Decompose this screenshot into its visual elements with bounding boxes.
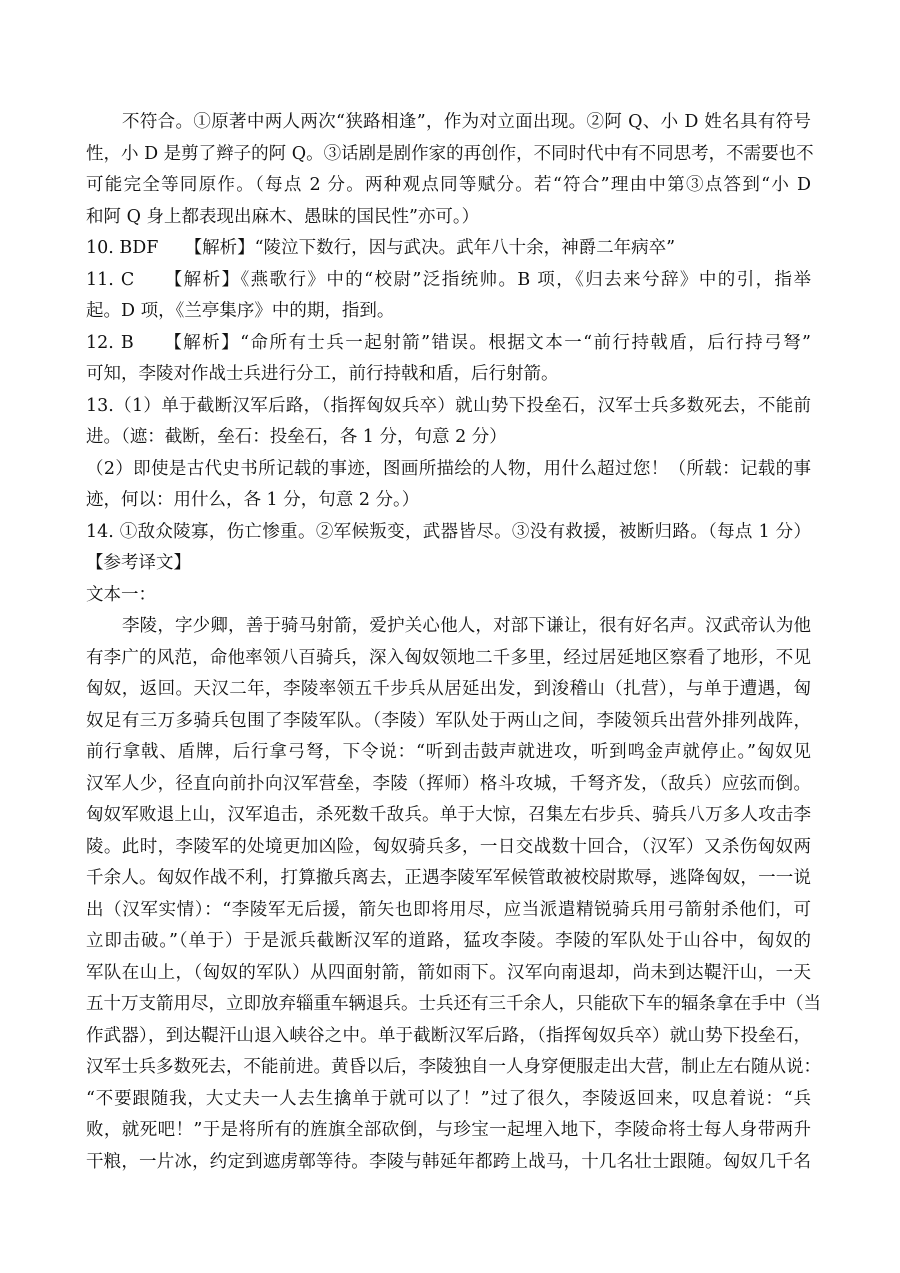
text-line: 汉军人少，径直向前扑向汉军营垒，李陵（挥师）格斗攻城，千弩齐发，（敌兵）应弦而倒。	[86, 773, 811, 794]
text-line: 前行拿戟、盾牌，后行拿弓弩，下令说：“听到击鼓声就进攻，听到鸣金声就停止。”匈奴见	[86, 742, 811, 762]
text-line: 可知，李陵对作战士兵进行分工，前行持戟和盾，后行射箭。	[86, 364, 559, 384]
text-line: 奴足有三万多骑兵包围了李陵军队。（李陵）军队处于两山之间，李陵领兵出营外排列战阵，	[86, 710, 811, 731]
text-line: 作武器），到达鞮汗山退入峡谷之中。单于截断汉军后路，（指挥匈奴兵卒）就山势下投垒石，	[86, 1025, 811, 1046]
text-line: 11. C 【解析】《燕歌行》中的“校尉”泛指统帅。B 项，《归去来兮辞》中的引，指举	[86, 269, 811, 290]
text-line: 千余人。匈奴作战不利，打算撤兵离去，正遇李陵军军候管敢被校尉欺辱，逃降匈奴，一一说	[86, 868, 811, 888]
text-line: 李陵，字少卿，善于骑马射箭，爱护关心他人，对部下谦让，很有好名声。汉武帝认为他	[122, 616, 811, 636]
text-line: 12. B 【解析】“命所有士兵一起射箭”错误。根据文本一“前行持戟盾，后行持弓弩”	[86, 332, 811, 353]
text-line: 出（汉军实情）：“李陵军无后援，箭矢也即将用尽，应当派遣精锐骑兵用弓箭射杀他们，可	[86, 899, 811, 920]
document-page	[86, 107, 821, 1178]
text-line: 军队在山上，（匈奴的军队）从四面射箭，箭如雨下。汉军向南退却，尚未到达鞮汗山，一天	[86, 962, 811, 983]
text-line: 立即击破。”（单于）于是派兵截断汉军的道路，猛攻李陵。李陵的军队处于山谷中，匈奴的	[86, 931, 811, 951]
text-line: 干粮，一片冰，约定到遮虏鄣等待。李陵与韩延年都跨上战马，十几名壮士跟随。匈奴几千名	[86, 1151, 811, 1172]
text-line: 败，就死吧！”于是将所有的旌旗全部砍倒，与珍宝一起埋入地下，李陵命将士每人身带两升	[86, 1120, 811, 1140]
text-line: 【参考译文】	[86, 553, 191, 573]
text-line: 和阿 Q 身上都表现出麻木、愚昧的国民性”亦可。）	[86, 206, 480, 227]
text-line: 进。（遮：截断，垒石：投垒石，各 1 分，句意 2 分）	[86, 427, 507, 447]
text-line: 陵。此时，李陵军的处境更加凶险，匈奴骑兵多，一日交战数十回合，（汉军）又杀伤匈奴两	[86, 836, 811, 857]
text-line: 性，小 D 是剪了辫子的阿 Q。③话剧是剧作家的再创作，不同时代中有不同思考，不需要也不	[86, 143, 814, 164]
text-line: 汉军士兵多数死去，不能前进。黄昏以后，李陵独自一人身穿便服走出大营，制止左右随从说：	[86, 1057, 821, 1077]
text-line: 10. BDF 【解析】“陵泣下数行，因与武决。武年八十余，神爵二年病卒”	[86, 238, 676, 258]
text-line: 14. ①敌众陵寡，伤亡惨重。②军候叛变，武器皆尽。③没有救援，被断归路。（每点 1 分）	[86, 521, 811, 542]
text-line: 迹，何以：用什么，各 1 分，句意 2 分。）	[86, 490, 420, 510]
text-line: 文本一：	[86, 584, 156, 605]
text-line: 可能完全等同原作。（每点 2 分。两种观点同等赋分。若“符合”理由中第③点答到“小 D	[86, 175, 811, 195]
text-line: 匈奴，返回。天汉二年，李陵率领五千步兵从居延出发，到浚稽山（扎营），与单于遭遇，匈	[86, 679, 811, 699]
text-line: 五十万支箭用尽，立即放弃辎重车辆退兵。士兵还有三千余人，只能砍下车的辐条拿在手中（当	[86, 994, 821, 1014]
text-line: 有李广的风范，命他率领八百骑兵，深入匈奴领地二千多里，经过居延地区察看了地形，不见	[86, 647, 811, 668]
text-line: （2）即使是古代史书所记载的事迹，图画所描绘的人物，用什么超过您！（所载：记载的事	[86, 458, 811, 479]
text-line: 不符合。①原著中两人两次“狭路相逢”，作为对立面出现。②阿 Q、小 D 姓名具有符号	[122, 112, 811, 132]
text-line: 匈奴军败退上山，汉军追击，杀死数千敌兵。单于大惊，召集左右步兵、骑兵八万多人攻击李	[86, 805, 811, 825]
text-line: 起。D 项，《兰亭集序》中的期，指到。	[86, 301, 395, 321]
text-line: 13.（1）单于截断汉军后路，（指挥匈奴兵卒）就山势下投垒石，汉军士兵多数死去，不能前	[86, 395, 811, 416]
text-line: “不要跟随我，大丈夫一人去生擒单于就可以了！”过了很久，李陵返回来，叹息着说：“兵	[86, 1088, 811, 1109]
